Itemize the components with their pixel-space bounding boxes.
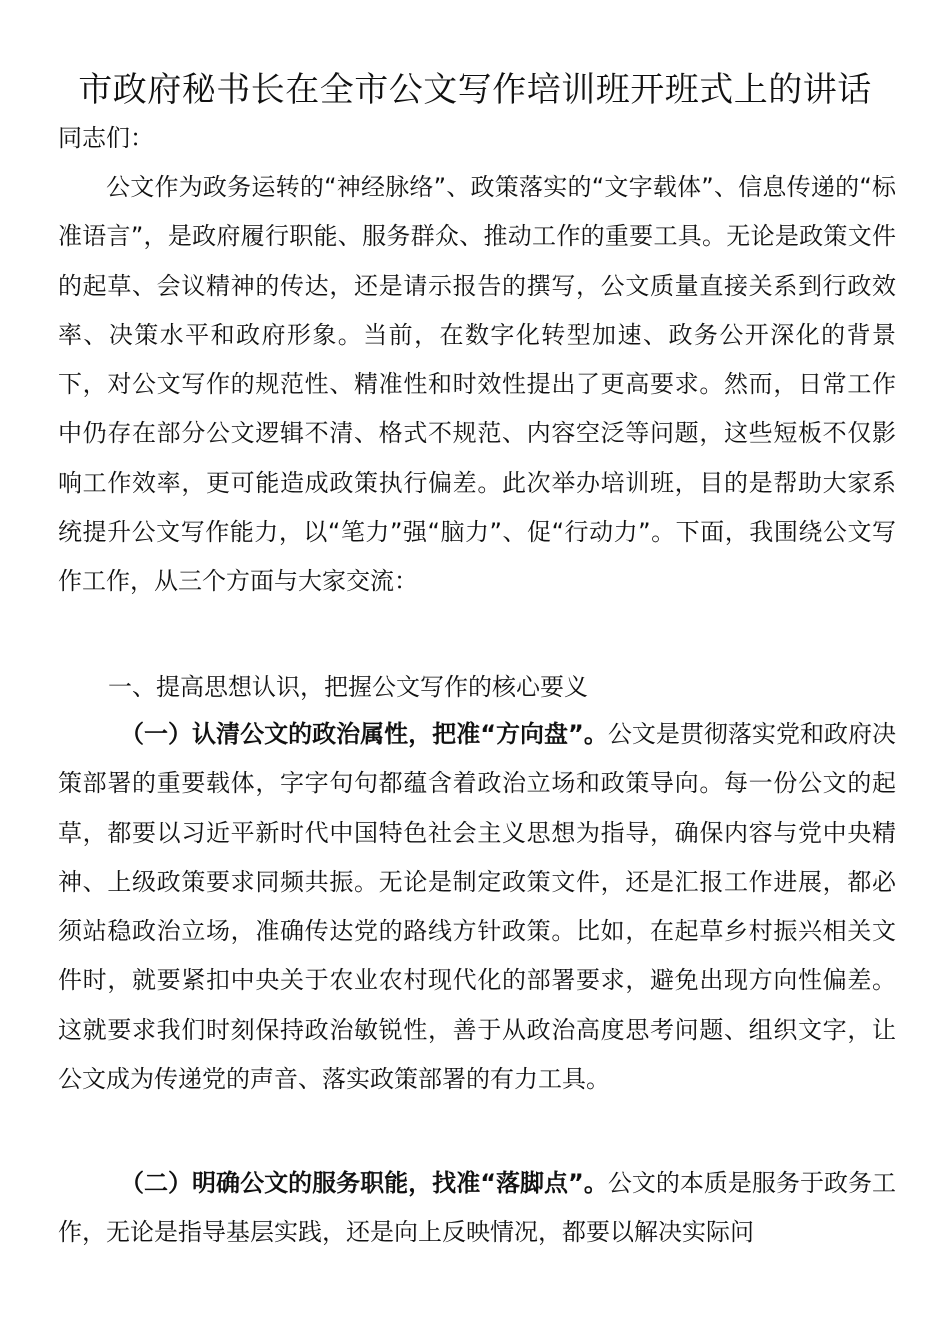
greeting: 同志们： [58, 124, 154, 152]
subsection-body-1: 公文是贯彻落实党和政府决策部署的重要载体，字字句句都蕴含着政治立场和政策导向。每一份公文的起草，都要以习近平新时代中国特色社会主义思想为指导，确保内容与党中央精神、上级政策要求同频共振。无论是制定政策文件，还是汇报工作进展，都必须站稳政治立场，准确传达党的路线方针政策。比如，在起草乡村振兴相关文件时，就要紧扣中央关于农业农村现代化的部署要求，避免出现方向性偏差。这就要求我们时刻保持政治敏锐性，善于从政治高度思考问题、组织文字，让公文成为传递党的声音、落实政策部署的有力工具。 [58, 720, 896, 1094]
subsection-heading-1: （一）认清公文的政治属性，把准“方向盘”。 [120, 720, 608, 748]
section-heading-1: 一、提高思想认识，把握公文写作的核心要义 [108, 673, 588, 701]
intro-paragraph: 公文作为政务运转的“神经脉络”、政策落实的“文字载体”、信息传递的“标准语言”，是政府履行职能、服务群众、推动工作的重要工具。无论是政策文件的起草、会议精神的传达，还是请示报告的撰写，公文质量直接关系到行政效率、决策水平和政府形象。当前，在数字化转型加速、政务公开深化的背景下，对公文写作的规范性、精准性和时效性提出了更高要求。然而，日常工作中仍存在部分公文逻辑不清、格式不规范、内容空泛等问题，这些短板不仅影响工作效率，更可能造成政策执行偏差。此次举办培训班，目的是帮助大家系统提升公文写作能力，以“笔力”强“脑力”、促“行动力”。下面，我围绕公文写作工作，从三个方面与大家交流： [58, 173, 896, 596]
subsection-body-2: 公文的本质是服务于政务工作，无论是指导基层实践，还是向上反映情况，都要以解决实际问 [58, 1169, 896, 1247]
document-title: 市政府秘书长在全市公文写作培训班开班式上的讲话 [78, 70, 872, 110]
subsection-heading-2: （二）明确公文的服务职能，找准“落脚点”。 [120, 1169, 608, 1197]
subsection-paragraph-2 [58, 1159, 896, 1258]
subsection-paragraph-1 [58, 710, 896, 1104]
